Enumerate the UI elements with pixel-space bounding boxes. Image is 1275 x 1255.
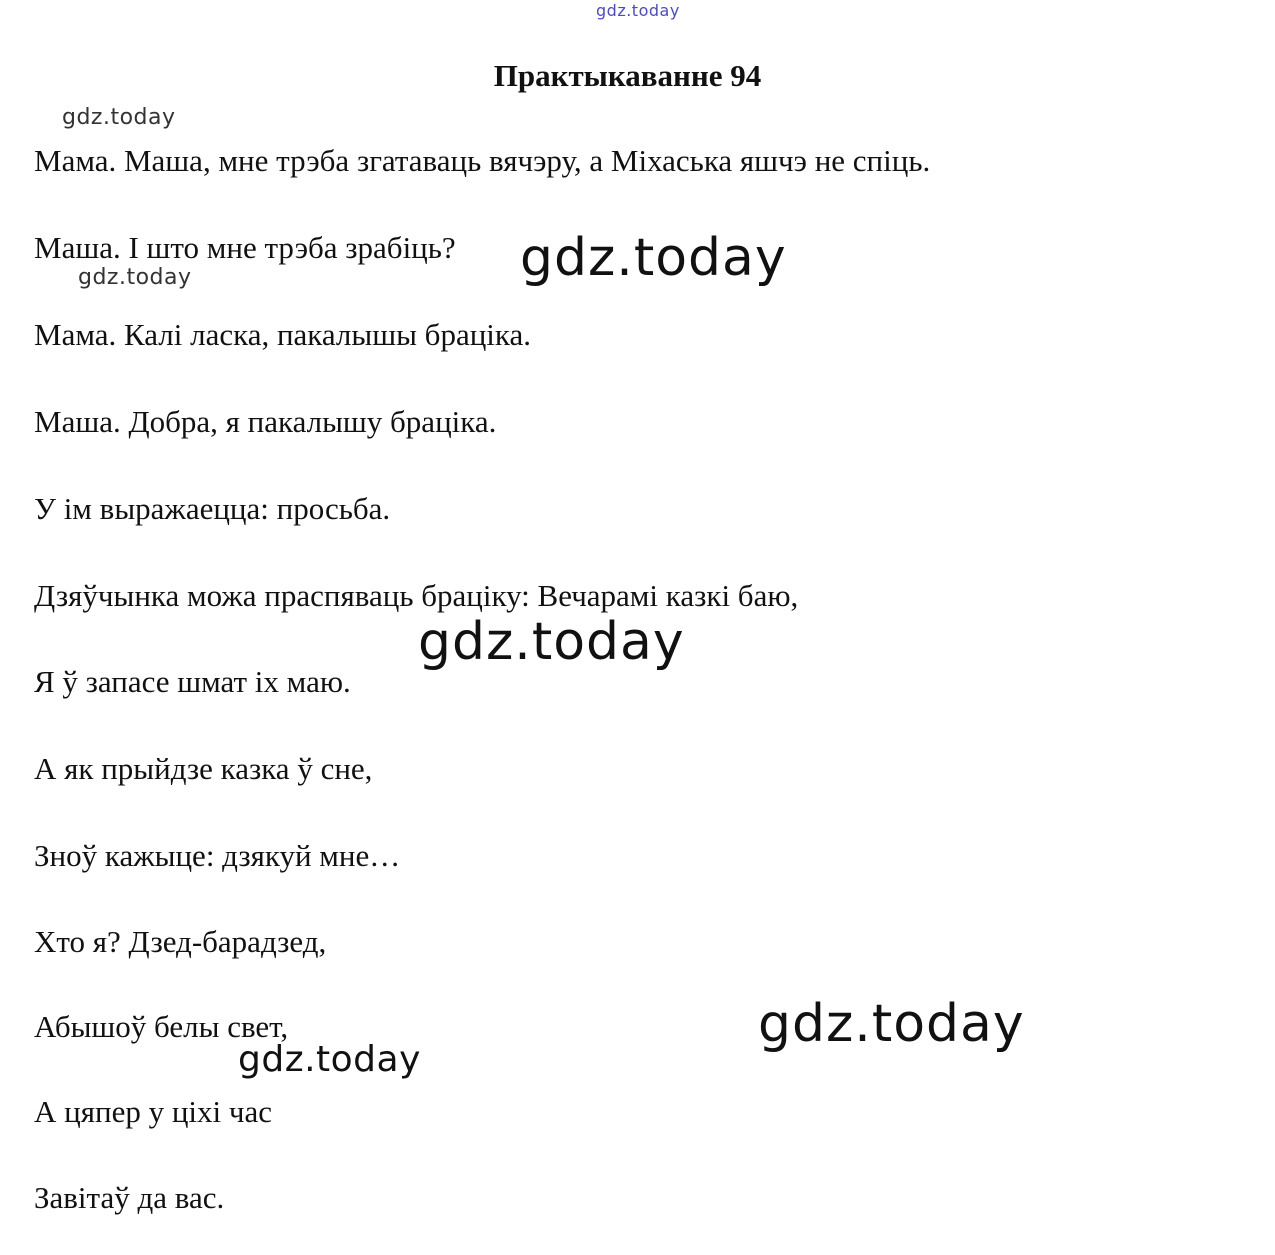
watermark-small-2: gdz.today <box>78 265 192 290</box>
text-line-12: А цяпер у ціхі час <box>34 1094 273 1129</box>
watermark-top: gdz.today <box>596 1 680 20</box>
text-line-9: Зноў кажыце: дзякуй мне… <box>34 838 401 873</box>
watermark-big-3: gdz.today <box>758 994 1025 1054</box>
text-line-5: У ім выражаецца: просьба. <box>34 491 391 526</box>
text-line-10: Хто я? Дзед-барадзед, <box>34 924 327 959</box>
text-line-1: Мама. Маша, мне трэба згатаваць вячэру, а Міхаська яшчэ не спіць. <box>34 143 931 178</box>
text-line-13: Завітаў да вас. <box>34 1180 225 1215</box>
watermark-mid-1: gdz.today <box>238 1039 421 1080</box>
watermark-big-2: gdz.today <box>418 612 685 672</box>
watermark-small-1: gdz.today <box>62 105 176 130</box>
text-line-8: А як прыйдзе казка ў сне, <box>34 751 373 786</box>
text-line-7: Я ў запасе шмат іх маю. <box>34 664 351 699</box>
text-line-4: Маша. Добра, я пакалышу брацiка. <box>34 404 497 439</box>
watermark-big-1: gdz.today <box>520 228 787 288</box>
text-line-2: Маша. І што мне трэба зрабіць? <box>34 230 456 265</box>
text-line-6: Дзяўчынка можа праспяваць брацiку: Вечарамі казкі баю, <box>34 578 799 613</box>
text-line-11: Абышоў белы свет, <box>34 1009 289 1044</box>
page-title: Практыкаванне 94 <box>493 58 762 93</box>
text-line-3: Мама. Калі ласка, пакалышы брацiка. <box>34 317 532 352</box>
